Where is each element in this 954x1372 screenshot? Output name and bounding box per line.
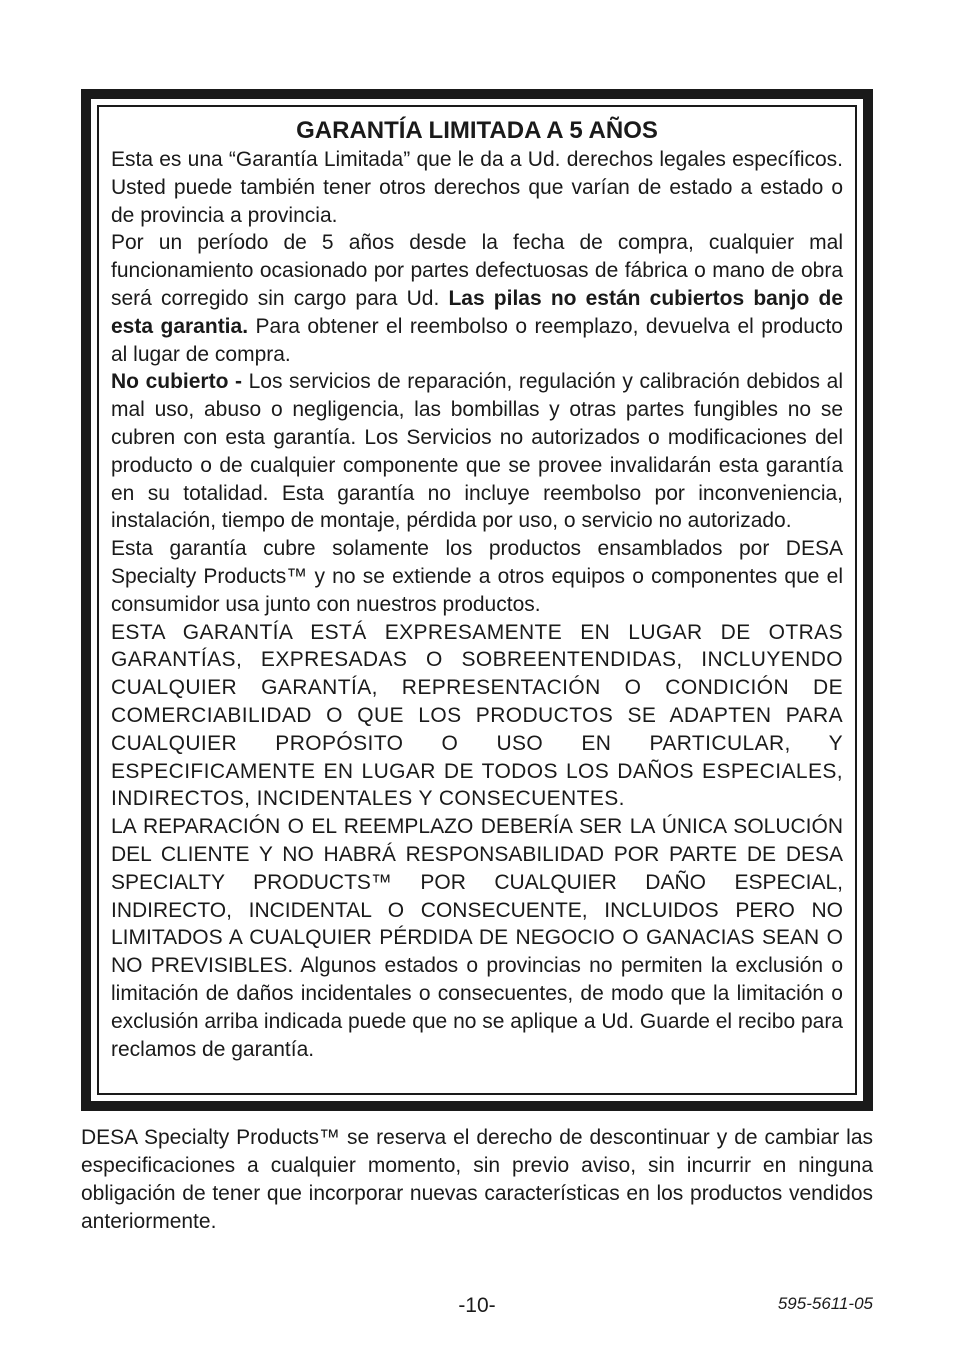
warranty-batteries-excluded: Las pilas no están cubiertos banjo de esta garantia. bbox=[111, 286, 843, 338]
warranty-period-tail: Para obtener el reembolso o reemplazo, devuelva el producto al lugar de compra. bbox=[111, 314, 843, 366]
warranty-remedy-tail: Algunos estados o provincias no permiten la exclusión o limitación de daños incidentales o consecuentes, de modo que la limitación o exclusión arriba indicada puede que no se aplique a Ud. Guarde el recibo para reclamos de garantía. bbox=[111, 954, 843, 1061]
warranty-content bbox=[111, 116, 843, 1063]
document-code: 595-5611-05 bbox=[777, 1294, 873, 1313]
warranty-period bbox=[111, 229, 843, 368]
not-covered-label: No cubierto - bbox=[111, 370, 243, 394]
warranty-coverage-scope: Esta garantía cubre solamente los productos ensamblados por DESA Specialty Products™ y no se extiende a otros equipos o componentes que el consumidor usa junto con nuestros productos. bbox=[111, 537, 843, 616]
warranty-remedy bbox=[111, 813, 843, 1063]
page-number: -10- bbox=[458, 1294, 496, 1317]
not-covered-text: Los servicios de reparación, regulación y calibración debidos al mal uso, abuso o negligencia, las bombillas y otras partes fungibles no se cubren con esta garantía. Los Servicios no autorizados o modificaciones del producto o de cualquier componente que se provee invalidarán esta garantía en su totalidad. Esta garantía no incluye reembolso por inconveniencia, instalación, tiempo de montaje, pérdida por uso, o servicio no autorizado. bbox=[111, 370, 843, 533]
warranty-box bbox=[81, 89, 873, 1111]
warranty-title: GARANTÍA LIMITADA A 5 AÑOS bbox=[296, 117, 658, 144]
warranty-intro: Esta es una “Garantía Limitada” que le da a Ud. derechos legales específicos. Usted puede también tener otros derechos que varían de estado a estado o de provincia a provincia. bbox=[111, 148, 843, 227]
specification-notice: DESA Specialty Products™ se reserva el derecho de descontinuar y de cambiar las especificaciones a cualquier momento, sin previo aviso, sin incurrir en ninguna obligación de tener que incorporar nuevas características en los productos vendidos anteriormente. bbox=[81, 1126, 873, 1233]
warranty-disclaimer: ESTA GARANTÍA ESTÁ EXPRESAMENTE EN LUGAR DE OTRAS GARANTÍAS, EXPRESADAS O SOBREENTENDIDAS, INCLUYENDO CUALQUIER GARANTÍA, REPRESENTACIÓN O CONDICIÓN DE COMERCIABILIDAD O QUE LOS PRODUCTOS SE ADAPTEN PARA CUALQUIER PROPÓSITO O USO EN PARTICULAR, Y ESPECIFICAMENTE EN LUGAR DE TODOS LOS DAÑOS ESPECIALES, INDIRECTOS, INCIDENTALES Y CONSECUENTES. bbox=[111, 620, 843, 811]
warranty-not-covered bbox=[111, 368, 843, 535]
warranty-inner-frame bbox=[91, 99, 863, 1101]
warranty-period-text: Por un período de 5 años desde la fecha de compra, cualquier mal funcionamiento ocasionado por partes defectuosas de fábrica o mano de obra será corregido sin cargo para Ud. bbox=[111, 231, 843, 310]
warranty-remedy-caps: LA REPARACIÓN O EL REEMPLAZO DEBERÍA SER LA ÚNICA SOLUCIÓN DEL CLIENTE Y NO HABRÁ RESPONSABILIDAD POR PARTE DE DESA SPECIALTY PRODUCTS™ POR CUALQUIER DAÑO ESPECIAL, INDIRECTO, INCIDENTAL O CONSECUENTE, INCLUIDOS PERO NO LIMITADOS A CUALQUIER PÉRDIDA DE NEGOCIO O GANACIAS SEAN O NO PREVISIBLES. bbox=[111, 815, 843, 978]
